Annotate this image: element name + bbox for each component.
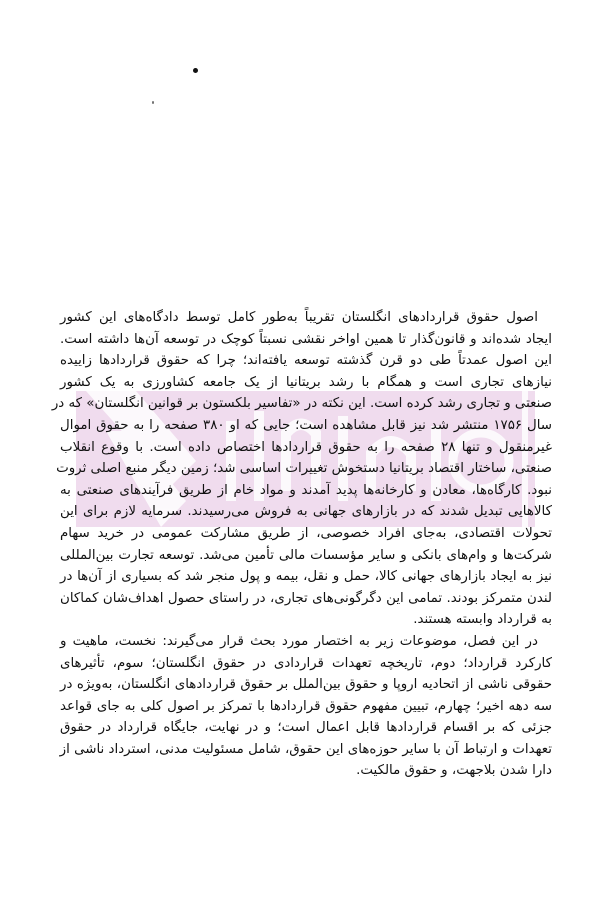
text-line: تعهدات و ارتباط آن با سایر حوزه‌های این حقوق، شامل مسئولیت مدنی، استرداد ناشی از (59, 741, 552, 757)
text-line: جزئی که بر اقسام قراردادها قابل اعمال است؛ و در نهایت، جایگاه قرارداد در حقوق (60, 720, 552, 736)
text-line: سال ۱۷۵۶ منتشر شد نیز قابل مشاهده است؛ جایی که او ۳۸۰ صفحه را به حقوق اموال (60, 417, 552, 433)
text-line: نبود. کارگاه‌ها، معادن و کارخانه‌ها پدید آمدند و مواد خام از طریق فرآیندهای صنعتی به (60, 482, 552, 498)
text-line: این اصول عمدتاً طی دو قرن گذشته توسعه یافته‌اند؛ چرا که حقوق قراردادها زاییده (60, 353, 552, 369)
text-line: در این فصل، موضوعات زیر به اختصار مورد بحث قرار می‌گیرند: نخست، ماهیت و (60, 633, 538, 649)
scan-speck (152, 101, 154, 104)
scan-speck (193, 68, 198, 73)
text-line: کالاهایی تبدیل شدند که در بازارهای جهانی به فروش می‌رسیدند. سرمایه لازم برای این (60, 504, 552, 520)
text-line: نیز به ایجاد بازارهای جهانی کالا، حمل و نقل، بیمه و پول منجر شد که بسیاری از آن‌ها در (60, 569, 552, 585)
text-line: غیرمنقول و تنها ۲۸ صفحه را به حقوق قراردادها اختصاص داده است. با وقوع انقلاب (60, 439, 552, 455)
text-line: اصول حقوق قراردادهای انگلستان تقریباً به‌طور کامل توسط دادگاه‌های این کشور (60, 310, 538, 325)
text-line: لندن متمرکز بودند. تمامی این دگرگونی‌های تجاری، در راستای حصول اهداف‌شان کماکان (60, 590, 552, 606)
page-body (51, 307, 566, 782)
text-line: کارکرد قرارداد؛ دوم، تاریخچه تعهدات قراردادی در حقوق انگلستان؛ سوم، تأثیرهای (60, 655, 552, 671)
text-line: نیازهای تجاری است و همگام با رشد بریتانیا از یک جامعه کشاورزی به یک کشور (60, 374, 552, 390)
text-line: صنعتی، ساختار اقتصاد بریتانیا دستخوش تغییرات اساسی شد؛ زمین دیگر منبع اصلی ثروت (56, 461, 552, 477)
text-line: صنعتی و تجاری رشد کرده است. این نکته در «تفاسیر بلکستون بر قوانین انگلستان» که در (51, 396, 552, 412)
text-line: حقوقی ناشی از اتحادیه اروپا و حقوق بین‌الملل بر حقوق قراردادهای انگلستان، به‌ویژه در (60, 677, 552, 693)
text-line: تحولات اقتصادی، به‌جای افراد خصوصی، از طریق مشارکت عمومی در خرید سهام (60, 525, 552, 541)
text-line: سه دهه اخیر؛ چهارم، تبیین مفهوم حقوق قراردادها با تمرکز بر اصول کلی به جای قواعد (60, 698, 552, 714)
paragraph-1 (51, 307, 566, 631)
paragraph-2 (60, 631, 566, 782)
text-line: به قرارداد وابسته هستند. (413, 612, 552, 628)
text-line: شرکت‌ها و وام‌های بانکی و سایر مؤسسات مالی تأمین می‌شد. توسعه تجارت بین‌المللی (60, 547, 552, 563)
text-line: ایجاد شده‌اند و قانون‌گذار تا همین اواخر نقشی نسبتاً کوچک در توسعه آن‌ها داشته است. (60, 331, 552, 347)
text-line: دارا شدن بلاجهت، و حقوق مالکیت. (356, 763, 552, 779)
